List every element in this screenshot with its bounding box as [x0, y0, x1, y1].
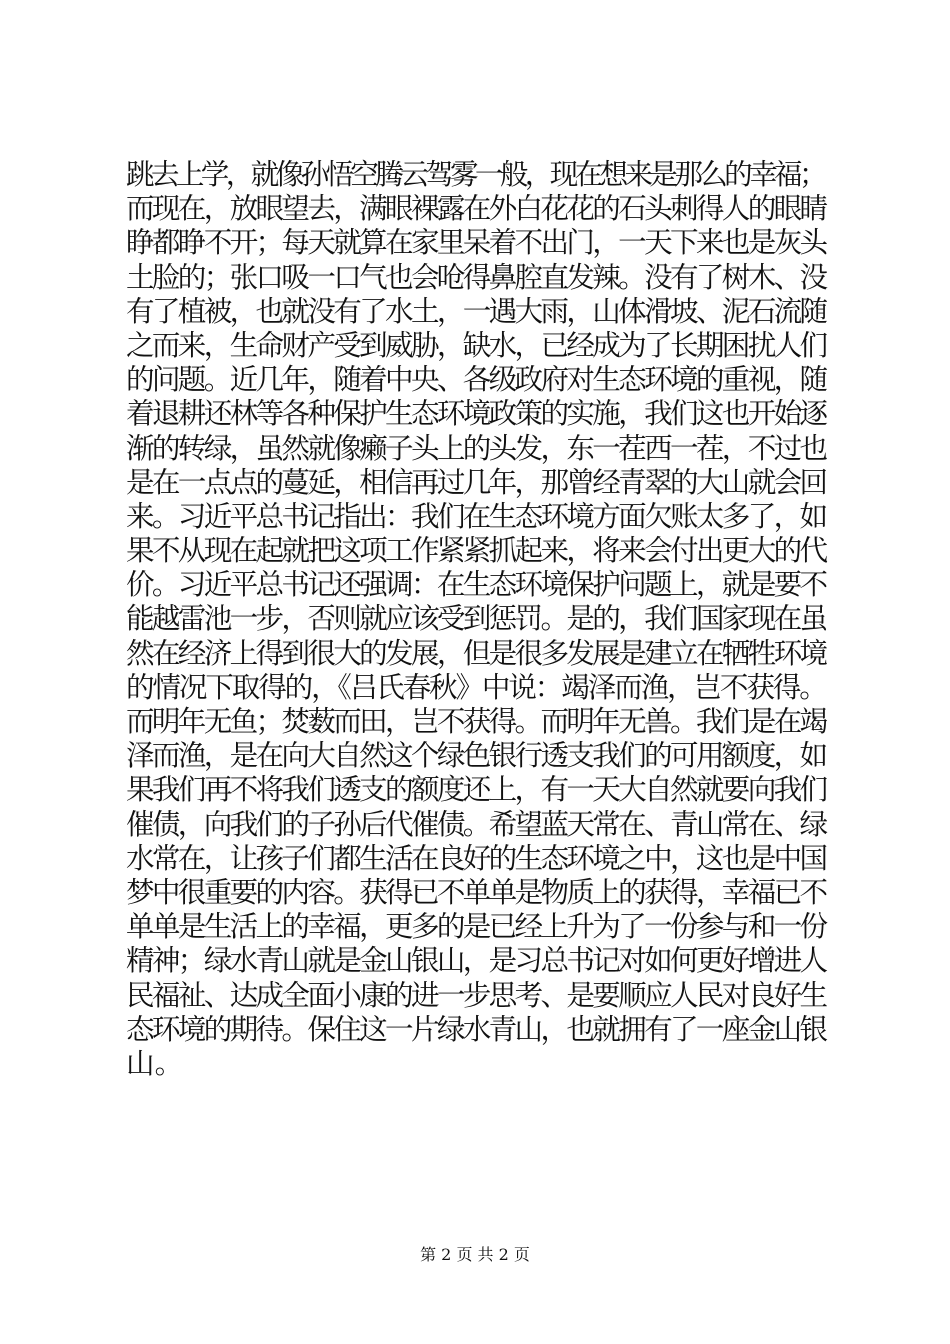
text-line: 精神；绿水青山就是金山银山，是习总书记对如何更好增进人 [126, 943, 826, 978]
text-line: 山。 [126, 1045, 184, 1080]
page-footer: 第 2 页 共 2 页 [420, 1245, 530, 1264]
text-line: 然在经济上得到很大的发展，但是很多发展是建立在牺牲环境 [126, 635, 826, 670]
text-line: 来。习近平总书记指出：我们在生态环境方面欠账太多了，如 [126, 498, 826, 533]
text-line: 渐的转绿，虽然就像癞子头上的头发，东一茬西一茬，不过也 [126, 430, 826, 465]
text-line: 的情况下取得的，《吕氏春秋》中说：竭泽而渔，岂不获得。 [126, 669, 826, 704]
text-line: 跳去上学，就像孙悟空腾云驾雾一般，现在想来是那么的幸福； [126, 157, 824, 191]
text-line: 着退耕还林等各种保护生态环境政策的实施，我们这也开始逐 [126, 396, 826, 431]
text-line: 之而来，生命财产受到威胁，缺水，已经成为了长期困扰人们 [126, 327, 826, 362]
text-line: 泽而渔，是在向大自然这个绿色银行透支我们的可用额度，如 [126, 738, 826, 773]
text-line: 价。习近平总书记还强调：在生态环境保护问题上，就是要不 [126, 567, 826, 602]
text-line: 能越雷池一步，否则就应该受到惩罚。是的，我们国家现在虽 [126, 601, 826, 636]
text-line: 单单是生活上的幸福，更多的是已经上升为了一份参与和一份 [126, 909, 826, 944]
text-line: 而明年无鱼；焚薮而田，岂不获得。而明年无兽。我们是在竭 [126, 704, 826, 738]
text-line: 睁都睁不开；每天就算在家里呆着不出门，一天下来也是灰头 [126, 225, 826, 260]
body-paragraph [126, 157, 836, 1080]
text-line: 梦中很重要的内容。获得已不单单是物质上的获得，幸福已不 [126, 874, 826, 909]
text-line: 果不从现在起就把这项工作紧紧抓起来，将来会付出更大的代 [126, 533, 826, 568]
text-line: 态环境的期待。保住这一片绿水青山，也就拥有了一座金山银 [126, 1011, 826, 1046]
text-line: 的问题。近几年，随着中央、各级政府对生态环境的重视，随 [126, 362, 826, 397]
text-line: 水常在，让孩子们都生活在良好的生态环境之中，这也是中国 [126, 840, 826, 875]
text-line: 是在一点点的蔓延，相信再过几年，那曾经青翠的大山就会回 [126, 464, 826, 499]
text-line: 土脸的；张口吸一口气也会呛得鼻腔直发辣。没有了树木、没 [126, 259, 826, 294]
text-line: 而现在，放眼望去，满眼裸露在外白花花的石头刺得人的眼睛 [126, 191, 826, 226]
text-line: 果我们再不将我们透支的额度还上，有一天大自然就要向我们 [126, 772, 826, 807]
text-line: 有了植被，也就没有了水土，一遇大雨，山体滑坡、泥石流随 [126, 293, 826, 328]
text-line: 催债，向我们的子孙后代催债。希望蓝天常在、青山常在、绿 [126, 806, 826, 841]
text-line: 民福祉、达成全面小康的进一步思考、是要顺应人民对良好生 [126, 977, 826, 1012]
